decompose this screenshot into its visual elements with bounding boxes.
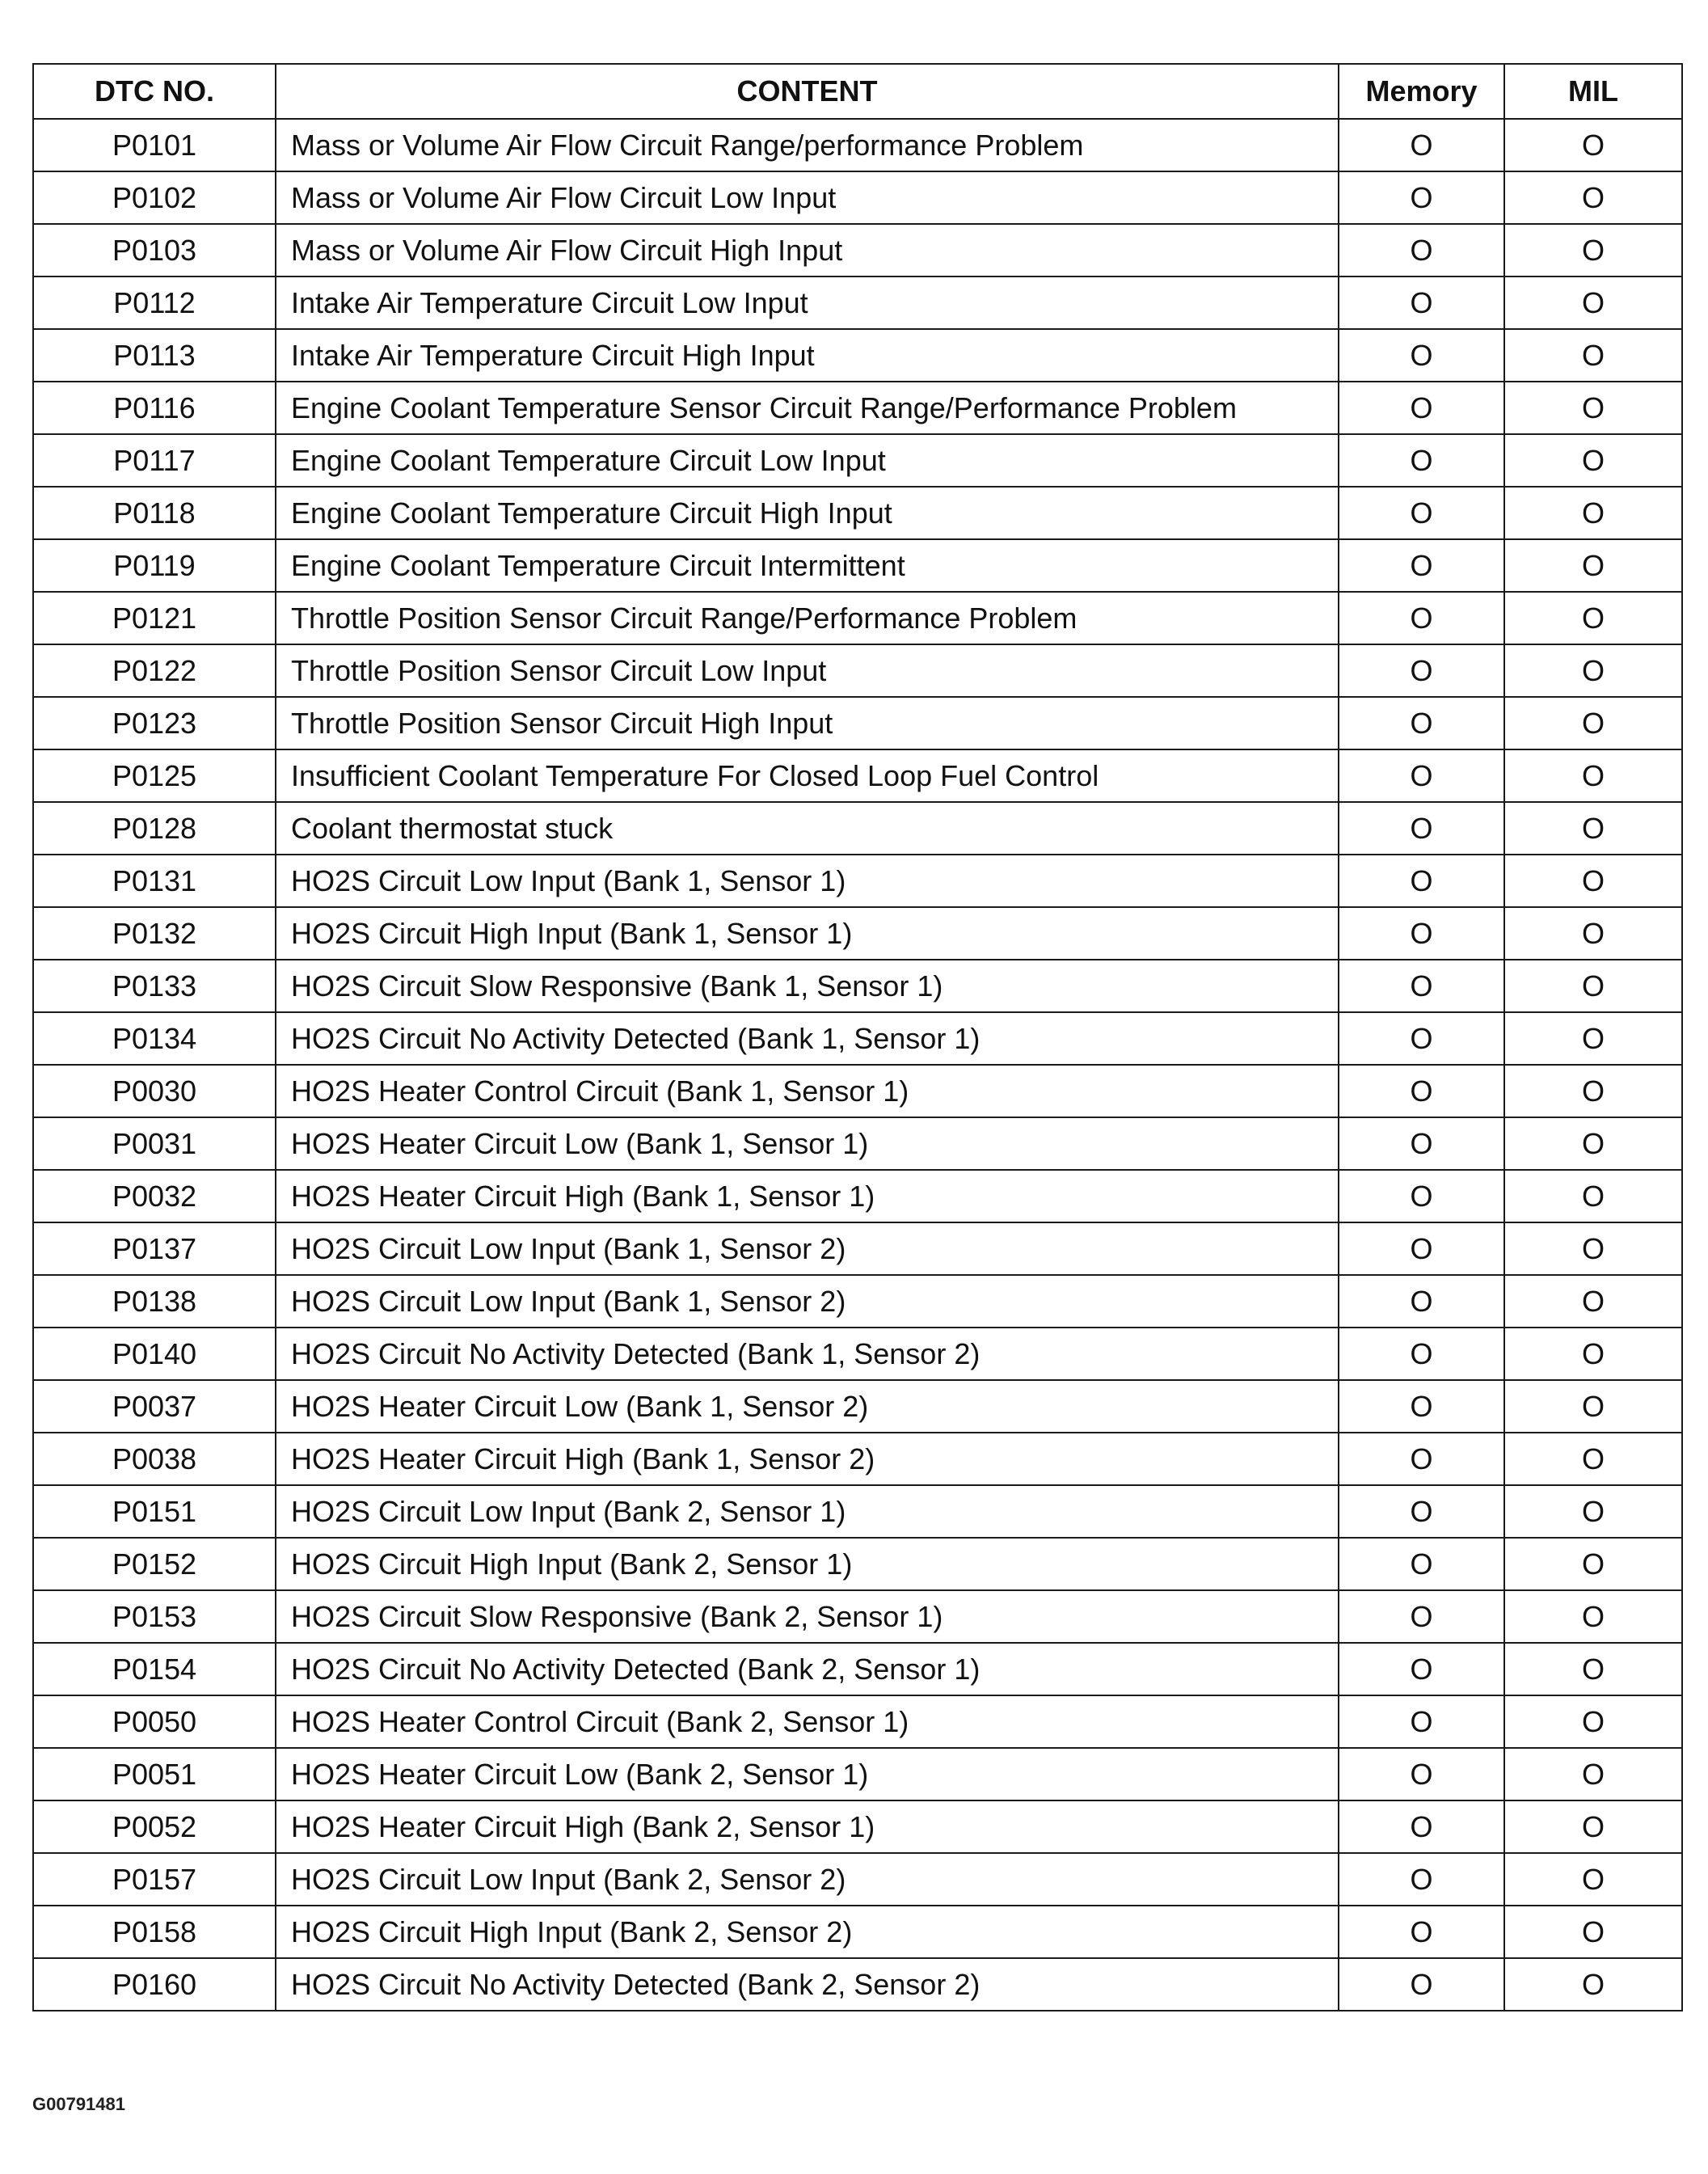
mil-mark-cell: O: [1504, 749, 1682, 802]
table-row: [33, 1170, 1682, 1222]
dtc-content-cell: HO2S Circuit Low Input (Bank 1, Sensor 2): [276, 1222, 1339, 1275]
table-row: [33, 855, 1682, 907]
table-row: [33, 1958, 1682, 2011]
memory-mark-cell: O: [1339, 749, 1504, 802]
dtc-code-cell: P0151: [33, 1485, 276, 1538]
dtc-content-cell: HO2S Circuit High Input (Bank 1, Sensor 1): [276, 907, 1339, 960]
table-row: [33, 1748, 1682, 1800]
table-row: [33, 276, 1682, 329]
mil-mark-cell: O: [1504, 1906, 1682, 1958]
dtc-content-cell: HO2S Circuit Slow Responsive (Bank 2, Sensor 1): [276, 1590, 1339, 1643]
table-row: [33, 539, 1682, 592]
table-row: [33, 1012, 1682, 1065]
memory-mark-cell: O: [1339, 1853, 1504, 1906]
dtc-content-cell: Intake Air Temperature Circuit Low Input: [276, 276, 1339, 329]
mil-mark-cell: O: [1504, 1958, 1682, 2011]
table-row: [33, 802, 1682, 855]
dtc-code-cell: P0037: [33, 1380, 276, 1433]
dtc-content-cell: HO2S Circuit No Activity Detected (Bank 1, Sensor 1): [276, 1012, 1339, 1065]
table-row: [33, 1065, 1682, 1117]
dtc-code-cell: P0050: [33, 1695, 276, 1748]
mil-mark-cell: O: [1504, 592, 1682, 644]
memory-mark-cell: O: [1339, 1117, 1504, 1170]
mil-mark-cell: O: [1504, 487, 1682, 539]
dtc-code-cell: P0116: [33, 382, 276, 434]
mil-mark-cell: O: [1504, 1433, 1682, 1485]
dtc-code-cell: P0038: [33, 1433, 276, 1485]
mil-mark-cell: O: [1504, 434, 1682, 487]
memory-mark-cell: O: [1339, 119, 1504, 171]
mil-mark-cell: O: [1504, 329, 1682, 382]
table-row: [33, 487, 1682, 539]
dtc-content-cell: HO2S Circuit Slow Responsive (Bank 1, Sensor 1): [276, 960, 1339, 1012]
dtc-content-cell: Mass or Volume Air Flow Circuit High Input: [276, 224, 1339, 276]
table-row: [33, 1643, 1682, 1695]
table-row: [33, 960, 1682, 1012]
mil-mark-cell: O: [1504, 1590, 1682, 1643]
memory-mark-cell: O: [1339, 329, 1504, 382]
table-row: [33, 224, 1682, 276]
dtc-content-cell: HO2S Heater Circuit High (Bank 1, Sensor 1): [276, 1170, 1339, 1222]
header-mil: MIL: [1504, 64, 1682, 119]
mil-mark-cell: O: [1504, 276, 1682, 329]
memory-mark-cell: O: [1339, 434, 1504, 487]
dtc-code-cell: P0153: [33, 1590, 276, 1643]
table-row: [33, 1695, 1682, 1748]
memory-mark-cell: O: [1339, 1065, 1504, 1117]
dtc-code-cell: P0113: [33, 329, 276, 382]
header-content: CONTENT: [276, 64, 1339, 119]
dtc-content-cell: Throttle Position Sensor Circuit Low Input: [276, 644, 1339, 697]
dtc-content-cell: Mass or Volume Air Flow Circuit Low Input: [276, 171, 1339, 224]
table-row: [33, 329, 1682, 382]
mil-mark-cell: O: [1504, 644, 1682, 697]
dtc-code-cell: P0119: [33, 539, 276, 592]
table-row: [33, 749, 1682, 802]
dtc-code-cell: P0121: [33, 592, 276, 644]
dtc-code-cell: P0052: [33, 1800, 276, 1853]
dtc-code-cell: P0103: [33, 224, 276, 276]
dtc-table-container: [32, 63, 1681, 2011]
memory-mark-cell: O: [1339, 855, 1504, 907]
mil-mark-cell: O: [1504, 1695, 1682, 1748]
mil-mark-cell: O: [1504, 1117, 1682, 1170]
memory-mark-cell: O: [1339, 382, 1504, 434]
table-row: [33, 644, 1682, 697]
figure-id: G00791481: [32, 2094, 125, 2114]
mil-mark-cell: O: [1504, 1222, 1682, 1275]
memory-mark-cell: O: [1339, 1170, 1504, 1222]
table-row: [33, 1538, 1682, 1590]
mil-mark-cell: O: [1504, 171, 1682, 224]
dtc-code-cell: P0030: [33, 1065, 276, 1117]
dtc-content-cell: HO2S Heater Control Circuit (Bank 1, Sensor 1): [276, 1065, 1339, 1117]
dtc-code-cell: P0122: [33, 644, 276, 697]
table-row: [33, 697, 1682, 749]
memory-mark-cell: O: [1339, 1538, 1504, 1590]
table-row: [33, 1906, 1682, 1958]
dtc-content-cell: HO2S Heater Circuit High (Bank 1, Sensor 2): [276, 1433, 1339, 1485]
dtc-content-cell: HO2S Circuit Low Input (Bank 2, Sensor 1): [276, 1485, 1339, 1538]
dtc-code-cell: P0134: [33, 1012, 276, 1065]
dtc-code-cell: P0102: [33, 171, 276, 224]
dtc-content-cell: Coolant thermostat stuck: [276, 802, 1339, 855]
mil-mark-cell: O: [1504, 1275, 1682, 1328]
dtc-content-cell: HO2S Circuit No Activity Detected (Bank 2, Sensor 2): [276, 1958, 1339, 2011]
table-row: [33, 119, 1682, 171]
memory-mark-cell: O: [1339, 171, 1504, 224]
dtc-content-cell: HO2S Heater Circuit Low (Bank 1, Sensor 2): [276, 1380, 1339, 1433]
dtc-content-cell: Throttle Position Sensor Circuit Range/Performance Problem: [276, 592, 1339, 644]
dtc-content-cell: HO2S Heater Circuit Low (Bank 1, Sensor 1): [276, 1117, 1339, 1170]
mil-mark-cell: O: [1504, 1485, 1682, 1538]
table-row: [33, 1328, 1682, 1380]
mil-mark-cell: O: [1504, 1748, 1682, 1800]
mil-mark-cell: O: [1504, 1328, 1682, 1380]
dtc-code-cell: P0158: [33, 1906, 276, 1958]
mil-mark-cell: O: [1504, 855, 1682, 907]
mil-mark-cell: O: [1504, 1012, 1682, 1065]
dtc-content-cell: Insufficient Coolant Temperature For Closed Loop Fuel Control: [276, 749, 1339, 802]
table-row: [33, 1485, 1682, 1538]
table-row: [33, 1853, 1682, 1906]
memory-mark-cell: O: [1339, 802, 1504, 855]
mil-mark-cell: O: [1504, 539, 1682, 592]
header-memory: Memory: [1339, 64, 1504, 119]
dtc-code-cell: P0118: [33, 487, 276, 539]
dtc-code-cell: P0032: [33, 1170, 276, 1222]
dtc-code-cell: P0128: [33, 802, 276, 855]
table-row: [33, 171, 1682, 224]
dtc-content-cell: HO2S Circuit High Input (Bank 2, Sensor 2): [276, 1906, 1339, 1958]
table-row: [33, 907, 1682, 960]
table-row: [33, 1275, 1682, 1328]
dtc-code-cell: P0140: [33, 1328, 276, 1380]
dtc-code-cell: P0154: [33, 1643, 276, 1695]
memory-mark-cell: O: [1339, 1275, 1504, 1328]
dtc-content-cell: HO2S Circuit Low Input (Bank 1, Sensor 1): [276, 855, 1339, 907]
mil-mark-cell: O: [1504, 224, 1682, 276]
dtc-code-cell: P0133: [33, 960, 276, 1012]
dtc-code-cell: P0152: [33, 1538, 276, 1590]
dtc-content-cell: HO2S Heater Control Circuit (Bank 2, Sensor 1): [276, 1695, 1339, 1748]
memory-mark-cell: O: [1339, 1012, 1504, 1065]
memory-mark-cell: O: [1339, 1328, 1504, 1380]
dtc-code-cell: P0138: [33, 1275, 276, 1328]
memory-mark-cell: O: [1339, 1485, 1504, 1538]
dtc-code-cell: P0125: [33, 749, 276, 802]
dtc-content-cell: Intake Air Temperature Circuit High Input: [276, 329, 1339, 382]
mil-mark-cell: O: [1504, 802, 1682, 855]
dtc-content-cell: HO2S Circuit Low Input (Bank 1, Sensor 2): [276, 1275, 1339, 1328]
dtc-code-cell: P0132: [33, 907, 276, 960]
table-row: [33, 1590, 1682, 1643]
memory-mark-cell: O: [1339, 224, 1504, 276]
table-row: [33, 1380, 1682, 1433]
dtc-content-cell: Mass or Volume Air Flow Circuit Range/performance Problem: [276, 119, 1339, 171]
table-row: [33, 434, 1682, 487]
memory-mark-cell: O: [1339, 1958, 1504, 2011]
dtc-code-cell: P0157: [33, 1853, 276, 1906]
dtc-table: [32, 63, 1683, 2011]
memory-mark-cell: O: [1339, 697, 1504, 749]
dtc-content-cell: HO2S Circuit No Activity Detected (Bank 2, Sensor 1): [276, 1643, 1339, 1695]
mil-mark-cell: O: [1504, 119, 1682, 171]
dtc-content-cell: HO2S Circuit High Input (Bank 2, Sensor 1): [276, 1538, 1339, 1590]
mil-mark-cell: O: [1504, 960, 1682, 1012]
table-row: [33, 382, 1682, 434]
memory-mark-cell: O: [1339, 1433, 1504, 1485]
mil-mark-cell: O: [1504, 907, 1682, 960]
table-row: [33, 1800, 1682, 1853]
dtc-content-cell: HO2S Heater Circuit High (Bank 2, Sensor 1): [276, 1800, 1339, 1853]
table-row: [33, 1433, 1682, 1485]
dtc-content-cell: Engine Coolant Temperature Sensor Circuit Range/Performance Problem: [276, 382, 1339, 434]
mil-mark-cell: O: [1504, 697, 1682, 749]
dtc-code-cell: P0160: [33, 1958, 276, 2011]
mil-mark-cell: O: [1504, 1380, 1682, 1433]
memory-mark-cell: O: [1339, 1695, 1504, 1748]
dtc-code-cell: P0137: [33, 1222, 276, 1275]
table-row: [33, 1117, 1682, 1170]
dtc-code-cell: P0131: [33, 855, 276, 907]
memory-mark-cell: O: [1339, 539, 1504, 592]
memory-mark-cell: O: [1339, 960, 1504, 1012]
memory-mark-cell: O: [1339, 1590, 1504, 1643]
memory-mark-cell: O: [1339, 1906, 1504, 1958]
header-dtc-no: DTC NO.: [33, 64, 276, 119]
memory-mark-cell: O: [1339, 907, 1504, 960]
table-row: [33, 592, 1682, 644]
memory-mark-cell: O: [1339, 276, 1504, 329]
dtc-code-cell: P0031: [33, 1117, 276, 1170]
dtc-content-cell: Engine Coolant Temperature Circuit Low Input: [276, 434, 1339, 487]
memory-mark-cell: O: [1339, 1748, 1504, 1800]
memory-mark-cell: O: [1339, 1643, 1504, 1695]
mil-mark-cell: O: [1504, 382, 1682, 434]
mil-mark-cell: O: [1504, 1065, 1682, 1117]
memory-mark-cell: O: [1339, 592, 1504, 644]
memory-mark-cell: O: [1339, 644, 1504, 697]
dtc-code-cell: P0123: [33, 697, 276, 749]
memory-mark-cell: O: [1339, 1222, 1504, 1275]
dtc-content-cell: Engine Coolant Temperature Circuit High Input: [276, 487, 1339, 539]
header-row: [33, 64, 1682, 119]
mil-mark-cell: O: [1504, 1800, 1682, 1853]
table-header: [33, 64, 1682, 119]
dtc-content-cell: HO2S Heater Circuit Low (Bank 2, Sensor 1): [276, 1748, 1339, 1800]
memory-mark-cell: O: [1339, 1380, 1504, 1433]
memory-mark-cell: O: [1339, 1800, 1504, 1853]
dtc-content-cell: HO2S Circuit No Activity Detected (Bank 1, Sensor 2): [276, 1328, 1339, 1380]
mil-mark-cell: O: [1504, 1170, 1682, 1222]
mil-mark-cell: O: [1504, 1643, 1682, 1695]
dtc-code-cell: P0051: [33, 1748, 276, 1800]
dtc-code-cell: P0117: [33, 434, 276, 487]
dtc-code-cell: P0101: [33, 119, 276, 171]
dtc-code-cell: P0112: [33, 276, 276, 329]
mil-mark-cell: O: [1504, 1853, 1682, 1906]
dtc-content-cell: HO2S Circuit Low Input (Bank 2, Sensor 2): [276, 1853, 1339, 1906]
dtc-content-cell: Throttle Position Sensor Circuit High Input: [276, 697, 1339, 749]
table-body: [33, 119, 1682, 2011]
mil-mark-cell: O: [1504, 1538, 1682, 1590]
dtc-content-cell: Engine Coolant Temperature Circuit Intermittent: [276, 539, 1339, 592]
table-row: [33, 1222, 1682, 1275]
memory-mark-cell: O: [1339, 487, 1504, 539]
